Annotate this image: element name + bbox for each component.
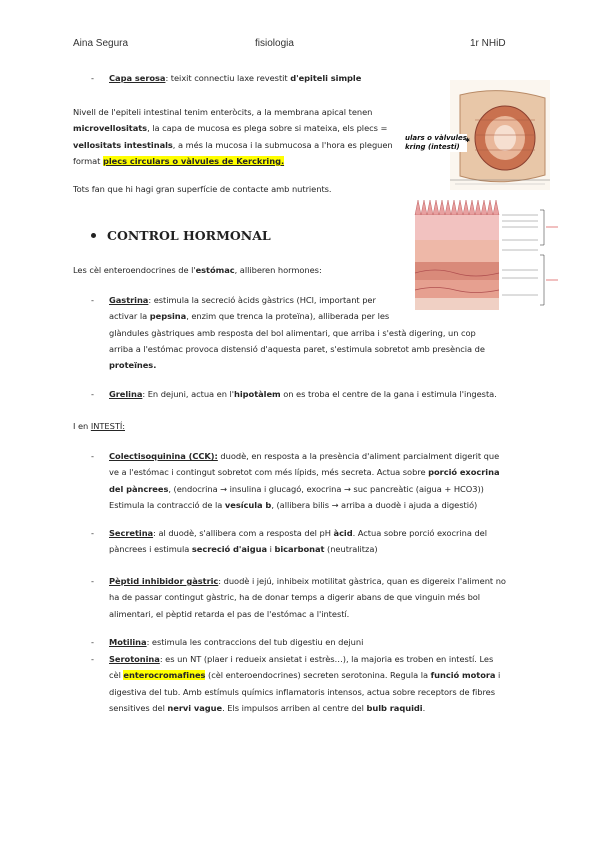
dash-marker: - xyxy=(91,295,94,305)
intestine-subheading: I en INTESTÍ: xyxy=(73,421,125,431)
secretina-item: Secretina: al duodè, s'allibera com a resposta del pH àcid. Actua sobre porció exocrina del pàncrees i estimula secreció d'aigua i bicarbonat (neutralitza) xyxy=(109,528,487,555)
serotonina-item: Serotonina: es un NT (plaer i redueix ansietat i estrès…), la majoria es troben en intestí. Les cèl enterocromafines (cèl enteroendocrines) secreten serotonina. Regula la funció motora i digestiva del tub. Amb estímuls químics inflamatoris intensos, actua sobre receptors de fibres sensitives del nervi vague. Els impulsos arriben al centre del bulb raquidi. xyxy=(109,654,501,713)
dash-marker: - xyxy=(91,528,94,538)
gastrina-item: Gastrina: estimula la secreció àcids gàstrics (HCl, important per activar la pepsina, enzim que trenca la proteïna), alliberada per les glàndules gàstriques amb resposta del bol alimentari, que arriba i s'està digering, un cop arriba a l'estómac provoca distensió d'aquesta paret, s'estimula sobretot amb presència de proteïnes. xyxy=(109,295,485,371)
header-course: 1r NHiD xyxy=(470,38,506,49)
dash-marker: - xyxy=(91,389,94,399)
dash-marker: - xyxy=(91,451,94,461)
peptid-item: Pèptid inhibidor gàstric: duodè i jejú, inhibeix motilitat gàstrica, quan es digereix l'aliment no ha de passar contingut gàstric, ha de donar temps a digerir abans de que vinguin més bol alimentari, el pèptid retarda el pas de l'estómac a l'intestí. xyxy=(109,576,506,619)
grelina-item: Grelina: En dejuni, actua en l'hipotàlem on es troba el centre de la gana i estimula l'ingesta. xyxy=(109,389,497,399)
dash-marker: - xyxy=(91,73,94,83)
header-author: Aina Segura xyxy=(73,38,129,49)
intro-line: Les cèl enteroendocrines de l'estómac, alliberen hormones: xyxy=(73,265,322,275)
arrow-icon: ✱ xyxy=(465,137,471,144)
dash-marker: - xyxy=(91,654,94,664)
dash-marker: - xyxy=(91,576,94,586)
bullet-icon xyxy=(91,233,96,238)
dash-marker: - xyxy=(91,637,94,647)
header-subject: fisiologia xyxy=(255,38,294,49)
motilina-item: Motilina: estimula les contraccions del tub digestiu en dejuni xyxy=(109,637,364,647)
capa-serosa-item: Capa serosa: teixit connectiu laxe revestit d'epiteli simple xyxy=(109,73,362,83)
section-heading: CONTROL HORMONAL xyxy=(107,228,271,243)
cck-item: Colectisoquinina (CCK): duodè, en resposta a la presència d'aliment parcialment digerit que ve a l'estómac i contingut sobretot com més lípids, més secreta. Actua sobre porció exocrina del pàncrees, (endocrina → insulina i glucagó, exocrina → suc pancreàtic (aigua + HCO3)) Estimula la contracció de la vesícula b, (allibera bilis → arriba a duodè i ajuda a digestió) xyxy=(109,451,500,510)
figure-label: ulars o vàlvules kring (intesti) xyxy=(405,134,467,151)
epithelium-paragraph: Nivell de l'epiteli intestinal tenim enteròcits, a la membrana apical tenen microvellositats, la capa de mucosa es plega sobre si mateixa, els plecs = vellositats intestinals, a més la mucosa i la submucosa a l'hora es pleguen format plecs circulars o vàlvules de Kerckring. xyxy=(73,107,393,166)
surface-paragraph: Tots fan que hi hagi gran superfície de contacte amb nutrients. xyxy=(73,184,332,194)
